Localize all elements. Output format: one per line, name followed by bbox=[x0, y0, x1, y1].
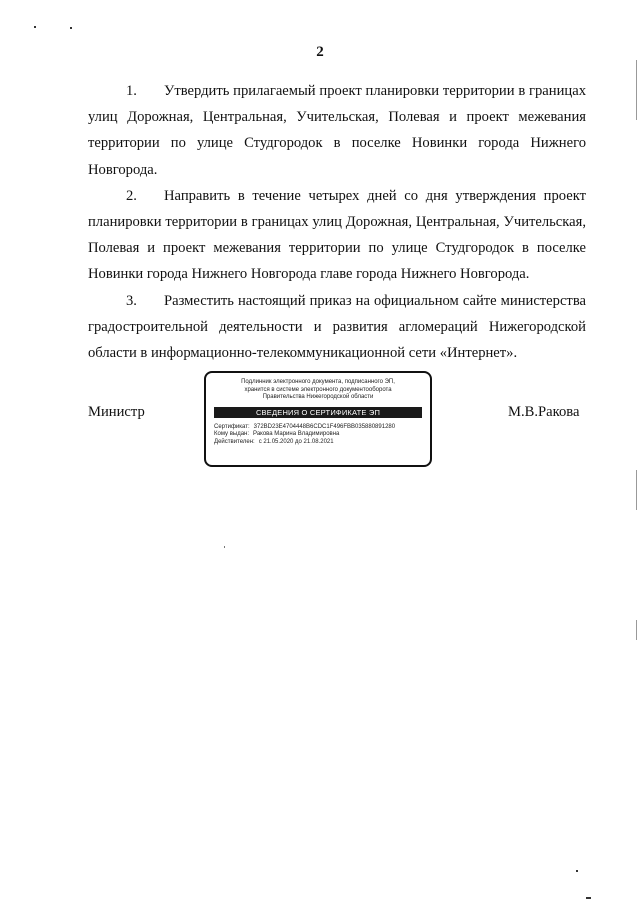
paragraph-number: 1. bbox=[126, 83, 137, 99]
electronic-signature-stamp bbox=[204, 371, 432, 467]
paragraph-text: Разместить настоящий приказ на официальном сайте министерства градостроительной деятельности и развития агломераций Нижегородской области в информационно-телекоммуникационной сети «Интернет». bbox=[88, 292, 586, 362]
paragraph-text: Утвердить прилагаемый проект планировки территории в границах улиц Дорожная, Центральная, Учительская, Полевая и проект межевания территории по улице Студгородок в поселке Новинки города Нижнего Новгорода. bbox=[88, 83, 586, 178]
scan-speck bbox=[70, 27, 72, 29]
stamp-header-line: Подлинник электронного документа, подписанного ЭП, bbox=[241, 379, 395, 385]
scan-edge-line bbox=[636, 60, 637, 120]
signatory-name: М.В.Ракова bbox=[508, 404, 580, 420]
stamp-header-line: хранится в системе электронного документооборота bbox=[244, 386, 392, 393]
stamp-certificate-row bbox=[214, 424, 422, 432]
scan-speck bbox=[586, 897, 591, 899]
validity-value: с 21.05.2020 до 21.08.2021 bbox=[258, 438, 334, 445]
paragraph-2 bbox=[88, 183, 586, 288]
paragraph-number: 2. bbox=[126, 187, 137, 204]
paragraph-number: 3. bbox=[126, 292, 137, 309]
certificate-value: 372BD23E4704448B6CDC1F496FBB035880891280 bbox=[253, 423, 396, 430]
stamp-validity-row bbox=[214, 439, 422, 447]
stamp-header bbox=[214, 379, 422, 402]
scan-edge-line bbox=[636, 470, 637, 510]
scan-edge-line bbox=[636, 620, 637, 640]
stamp-issued-to-row bbox=[214, 431, 422, 439]
validity-label: Действителен: bbox=[214, 438, 255, 445]
stamp-header-line: Правительства Нижегородской области bbox=[262, 394, 374, 400]
issued-to-value: Ракова Марина Владимировна bbox=[253, 431, 340, 437]
paragraph-3 bbox=[88, 288, 586, 367]
document-body bbox=[88, 78, 586, 366]
scan-speck bbox=[224, 546, 225, 548]
paragraph-1 bbox=[88, 78, 586, 183]
stamp-title-bar: СВЕДЕНИЯ О СЕРТИФИКАТЕ ЭП bbox=[214, 407, 422, 418]
paragraph-text: Направить в течение четырех дней со дня утверждения проект планировки территории в границах улиц Дорожная, Центральная, Учительская, Полевая и проект межевания территории по улице Студгородок в поселке Новинки города Нижнего Новгорода главе города Нижнего Новгорода. bbox=[88, 187, 586, 283]
issued-to-label: Кому выдан: bbox=[214, 431, 250, 437]
scan-speck bbox=[34, 26, 36, 28]
signatory-role: Министр bbox=[88, 404, 145, 420]
page-number: 2 bbox=[316, 44, 324, 60]
scan-speck bbox=[576, 870, 578, 872]
certificate-label: Сертификат: bbox=[214, 423, 250, 430]
